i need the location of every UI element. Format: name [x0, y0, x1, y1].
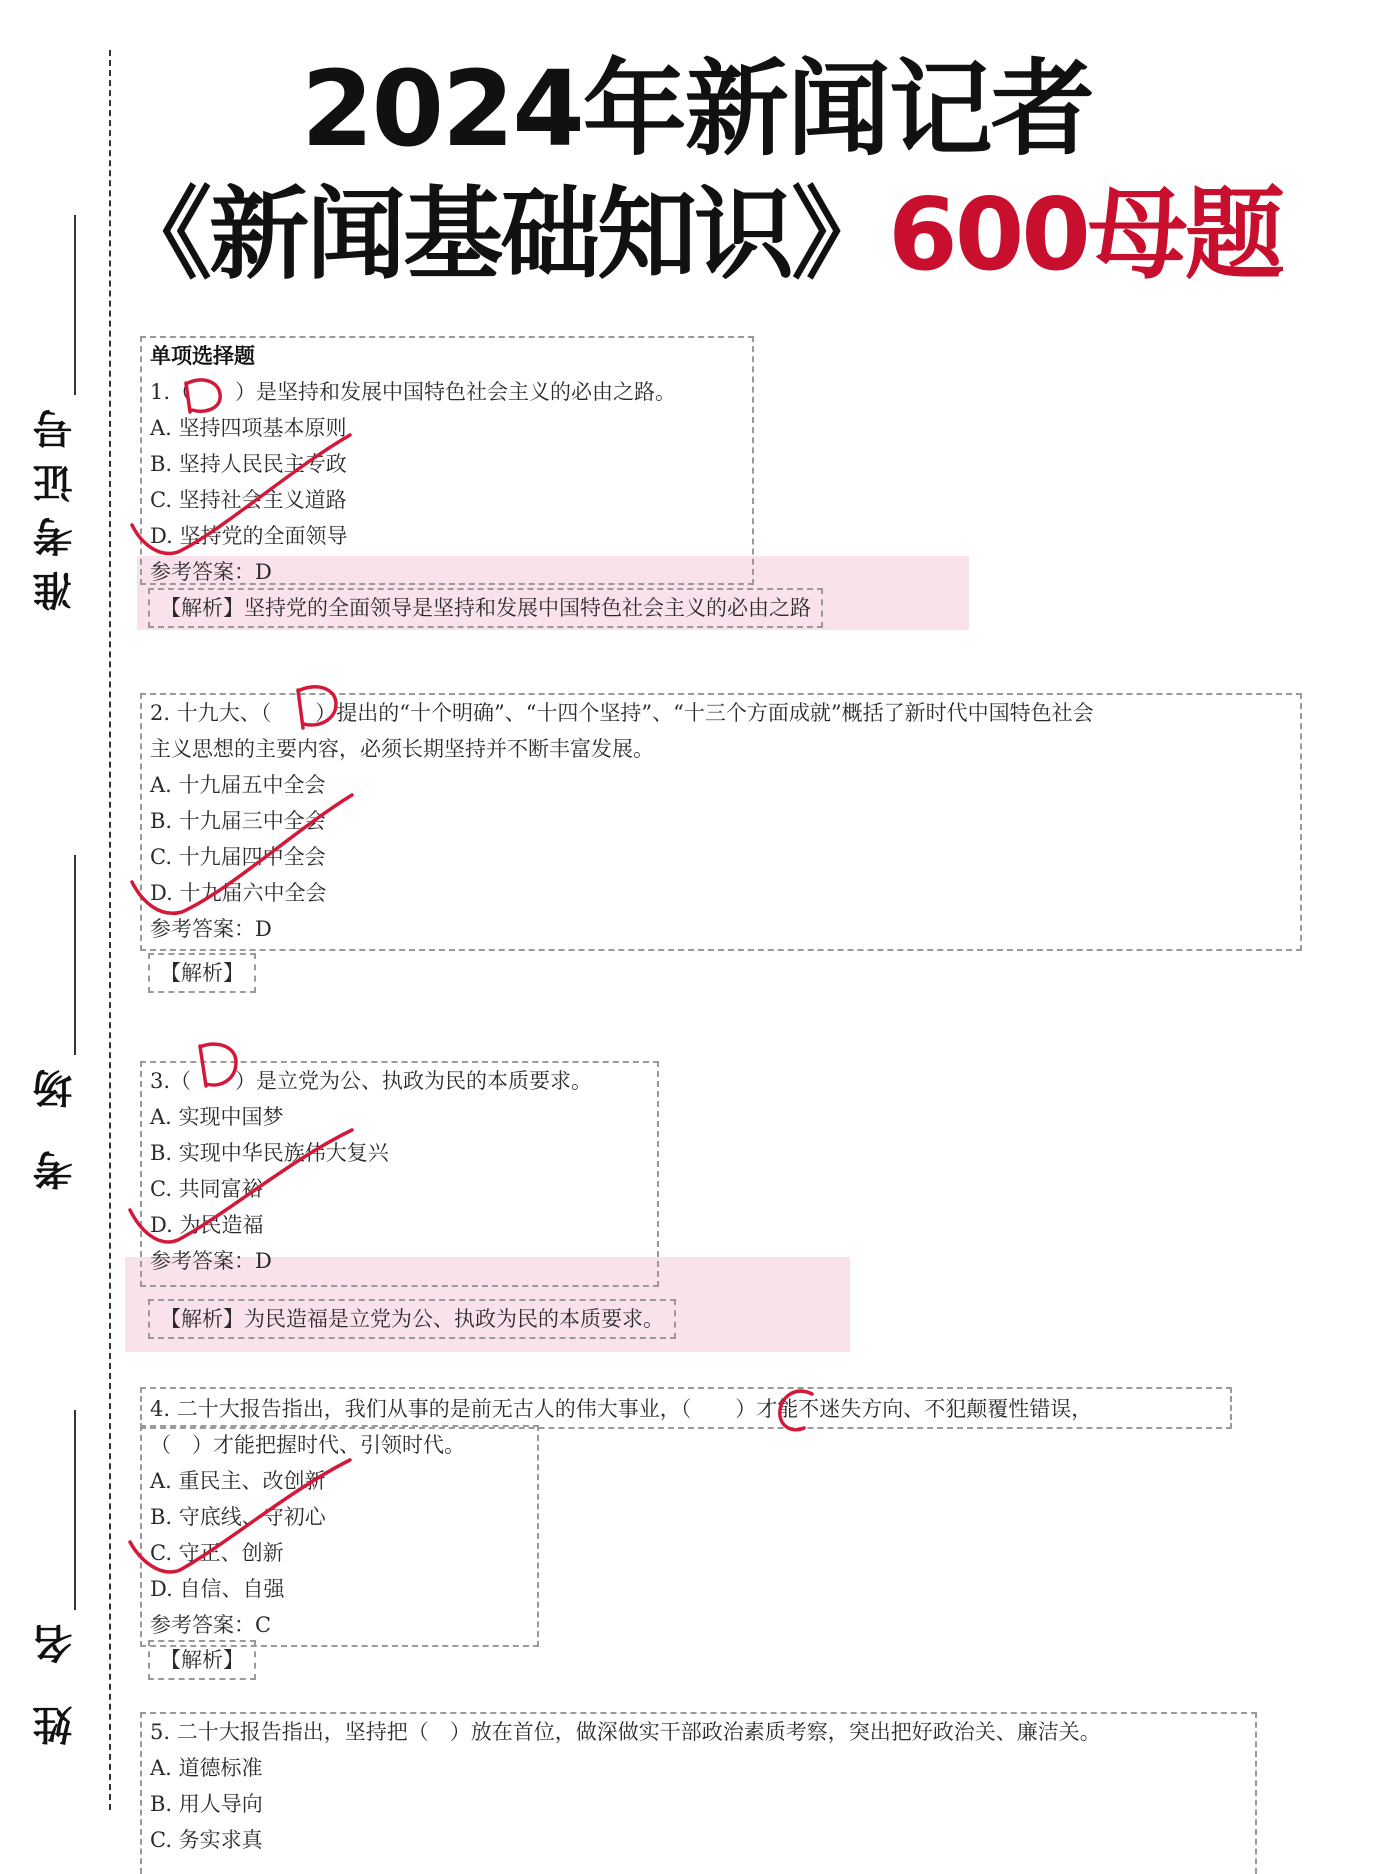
exam-room-field — [30, 855, 80, 1191]
exam-id-label: 准考证号 — [31, 395, 79, 611]
option-a: A. 实现中国梦 — [150, 1105, 284, 1129]
option-a: A. 道德标准 — [150, 1756, 263, 1780]
question-stem: 4. 二十大报告指出，我们从事的是前无古人的伟大事业，（ ）才能不迷失方向、不犯颠覆性错误， — [150, 1397, 1093, 1421]
exam-room-label: 考 场 — [31, 1055, 79, 1191]
reference-answer: 参考答案：D — [150, 1249, 272, 1273]
exam-room-rule — [74, 855, 76, 1055]
option-c: C. 十九届四中全会 — [150, 845, 326, 869]
question-5 — [150, 1714, 1101, 1858]
option-b: B. 十九届三中全会 — [150, 809, 326, 833]
name-label: 姓 名 — [31, 1610, 79, 1746]
page-title-line1: 2024年新闻记者 — [301, 48, 1093, 170]
question-3-analysis: 【解析】为民造福是立党为公、执政为民的本质要求。 — [148, 1299, 676, 1339]
reference-answer: 参考答案：D — [150, 917, 272, 941]
reference-answer: 参考答案：C — [150, 1613, 272, 1637]
question-4 — [150, 1391, 1092, 1643]
question-1 — [150, 338, 676, 590]
question-stem-cont: （ ）才能把握时代、引领时代。 — [150, 1433, 465, 1457]
question-stem: 3.（ ）是立党为公、执政为民的本质要求。 — [150, 1069, 593, 1093]
question-1-analysis: 【解析】坚持党的全面领导是坚持和发展中国特色社会主义的必由之路 — [148, 588, 823, 628]
option-c: C. 务实求真 — [150, 1828, 263, 1852]
question-stem: 5. 二十大报告指出，坚持把（ ）放在首位，做深做实干部政治素质考察，突出把好政治关、廉洁关。 — [150, 1720, 1101, 1744]
option-b: B. 守底线、守初心 — [150, 1505, 326, 1529]
page-title-line2 — [0, 176, 1394, 293]
reference-answer: 参考答案：D — [150, 560, 272, 584]
option-b: B. 用人导向 — [150, 1792, 263, 1816]
option-a: A. 十九届五中全会 — [150, 773, 326, 797]
option-c: C. 守正、创新 — [150, 1541, 284, 1565]
name-field — [30, 1410, 80, 1746]
question-stem: 2. 十九大、（ ）提出的“十个明确”、“十四个坚持”、“十三个方面成就”概括了新时代中国特色社会 — [150, 701, 1094, 725]
title-main: 《新闻基础知识》 — [112, 176, 889, 293]
option-c: C. 坚持社会主义道路 — [150, 488, 347, 512]
option-d: D. 坚持党的全面领导 — [150, 524, 348, 548]
option-c: C. 共同富裕 — [150, 1177, 263, 1201]
section-heading: 单项选择题 — [150, 344, 255, 368]
question-3 — [150, 1063, 592, 1279]
option-d: D. 为民造福 — [150, 1213, 264, 1237]
question-2-analysis: 【解析】 — [148, 953, 256, 993]
option-a: A. 重民主、改创新 — [150, 1469, 326, 1493]
option-d: D. 十九届六中全会 — [150, 881, 327, 905]
question-stem: 1.（ ）是坚持和发展中国特色社会主义的必由之路。 — [150, 380, 677, 404]
name-rule — [74, 1410, 76, 1610]
question-stem-cont: 主义思想的主要内容，必须长期坚持并不断丰富发展。 — [150, 737, 654, 761]
option-b: B. 坚持人民民主专政 — [150, 452, 347, 476]
question-2 — [150, 695, 1094, 947]
option-b: B. 实现中华民族伟大复兴 — [150, 1141, 389, 1165]
title-accent: 600母题 — [888, 176, 1282, 293]
question-4-analysis: 【解析】 — [148, 1640, 256, 1680]
option-d: D. 自信、自强 — [150, 1577, 285, 1601]
binding-dashed-line — [109, 50, 111, 1810]
option-a: A. 坚持四项基本原则 — [150, 416, 347, 440]
